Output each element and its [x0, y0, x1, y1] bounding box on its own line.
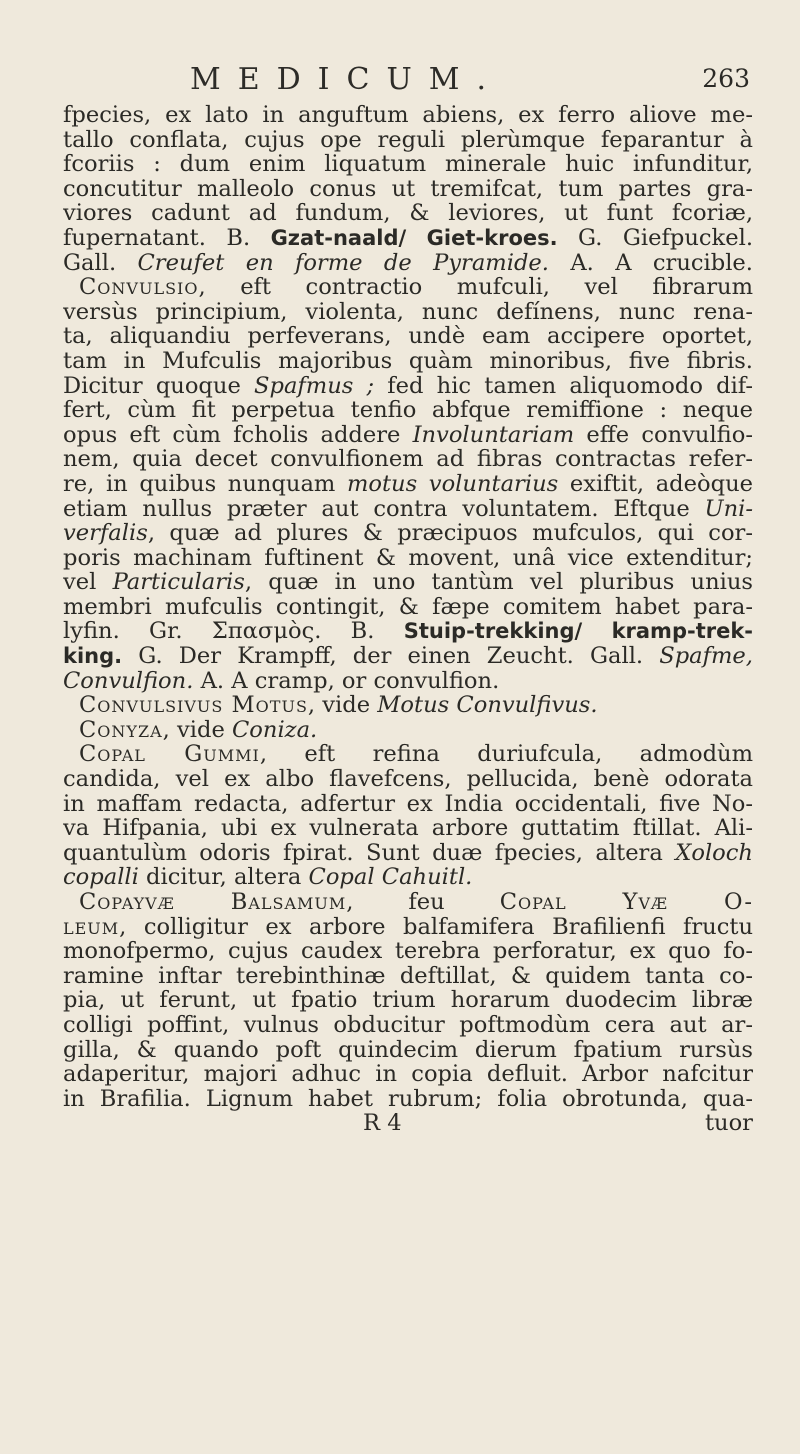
headword: Copayvæ Balsamum — [79, 890, 347, 915]
headword: Copal Gummi — [79, 742, 260, 768]
text-run: exiftit, adeòque — [558, 471, 753, 497]
text-run: nem, quia decet convulfionem ad fibras contractas refer- — [63, 447, 753, 472]
text-run: pia, ut ferunt, ut fpatio trium horarum duodecim libræ — [63, 988, 753, 1013]
text-line — [63, 570, 753, 595]
text-run: lyfin. Gr. Σπασμὸς. B. — [63, 619, 404, 645]
italic-run: Spafme, — [659, 644, 753, 669]
text-run: , vide — [162, 717, 233, 743]
text-line — [63, 300, 753, 325]
text-line — [63, 275, 753, 300]
text-line — [63, 890, 753, 915]
text-line — [63, 718, 753, 743]
text-run: candida, vel ex albo flavefcens, pellucida, benè odorata — [63, 767, 753, 792]
text-line — [63, 792, 753, 817]
text-line — [63, 398, 753, 423]
text-run: adaperitur, majori adhuc in copia defluit. Arbor nafcitur — [63, 1062, 753, 1087]
text-run: G. Der Krampff, der einen Zeucht. Gall. — [122, 644, 660, 669]
body-text — [63, 103, 753, 1136]
text-line — [63, 767, 753, 792]
italic-run: Coniza. — [232, 717, 318, 743]
text-line — [63, 988, 753, 1013]
text-run: quantulùm odoris fpirat. Sunt duæ fpecies, altera — [63, 840, 676, 866]
text-line — [63, 201, 753, 226]
text-line — [63, 521, 753, 546]
italic-run: Particularis — [112, 570, 245, 595]
text-line — [63, 152, 753, 177]
text-run: etiam nullus præter aut contra voluntatem. Eftque — [63, 496, 705, 522]
text-line — [63, 619, 753, 644]
text-run: vel — [63, 570, 113, 595]
text-run: viores cadunt ad fundum, & leviores, ut funt fcoriæ, — [63, 201, 753, 226]
text-run: ta, aliquandiu perfeverans, undè eam accipere oportet, — [63, 324, 753, 349]
blackletter-run: Gzat-naald/ Giet-kroes. — [270, 225, 558, 250]
text-line — [63, 939, 753, 964]
text-line — [63, 423, 753, 448]
text-line — [63, 103, 753, 128]
text-run: gilla, & quando poft quindecim dierum fpatium rursùs — [63, 1037, 753, 1063]
text-line — [63, 226, 753, 251]
blackletter-run: king. — [63, 644, 123, 669]
text-line — [63, 595, 753, 620]
text-line — [63, 1038, 753, 1063]
headword: Conyza — [79, 717, 163, 743]
text-run: A. A crucible. — [548, 250, 753, 276]
text-run: colligi poffint, vulnus obducitur poftmodùm cera aut ar- — [63, 1012, 753, 1038]
headword: Convulsivus Motus — [79, 693, 308, 718]
text-line — [63, 374, 753, 399]
italic-run: Motus Convulfivus. — [377, 693, 598, 718]
text-run: , colligitur ex arbore balfamifera Brafilienfi fructu — [119, 914, 753, 940]
text-run: , vide — [307, 693, 378, 718]
text-line — [63, 1013, 753, 1038]
text-run: dicitur, altera — [138, 865, 309, 890]
text-run: in maffam redacta, adfertur ex India occidentali, five No- — [63, 791, 753, 817]
text-run: concutitur malleolo conus ut tremifcat, tum partes gra- — [63, 176, 753, 202]
text-line — [63, 349, 753, 374]
italic-run: Copal Cahuitl. — [308, 865, 473, 890]
running-title: MEDICUM. — [190, 62, 504, 97]
italic-run: Convulfion. — [63, 668, 194, 694]
text-line — [63, 915, 753, 940]
text-line — [63, 841, 753, 866]
text-run: fcoriis : dum enim liquatum minerale huic infunditur, — [63, 152, 753, 177]
blackletter-run: Stuip-trekking/ kramp-trek- — [403, 619, 753, 644]
text-run: , feu — [346, 890, 500, 915]
text-run: versùs principium, violenta, nunc defínens, nunc rena- — [63, 299, 753, 325]
text-run: tallo conflata, cujus ope reguli plerùmque feparantur à — [63, 127, 753, 153]
headword: leum — [63, 914, 120, 940]
text-run: va Hifpania, ubi ex vulnerata arbore guttatim ftillat. Ali- — [63, 816, 753, 841]
text-run: fert, cùm fit perpetua tenfio abfque remiffione : neque — [63, 398, 753, 423]
page-number: 263 — [702, 64, 750, 93]
headword: Copal Yvæ O- — [499, 890, 753, 915]
text-line — [63, 1062, 753, 1087]
text-line — [63, 964, 753, 989]
headword: Convulsio — [79, 275, 199, 300]
text-run: re, in quibus nunquam — [63, 471, 347, 497]
text-run: fupernatant. B. — [63, 225, 271, 251]
text-run: G. Giefpuckel. — [557, 225, 753, 251]
text-run: fed hic tamen aliquomodo dif- — [374, 373, 753, 399]
text-line — [63, 546, 753, 571]
text-run: , eft refina duriufcula, admodùm — [259, 742, 753, 768]
text-run: poris machinam fuftinent & movent, unâ vice extenditur; — [63, 545, 753, 571]
text-run: , eft contractio mufculi, vel fibrarum — [198, 275, 753, 300]
text-run: effe convulfio- — [574, 422, 753, 448]
text-run: fpecies, ex lato in anguftum abiens, ex ferro aliove me- — [63, 103, 753, 128]
italic-run: Creufet en forme de Pyramide. — [137, 250, 549, 276]
italic-run: Spafmus ; — [254, 373, 375, 399]
italic-run: Xoloch — [675, 840, 753, 866]
text-run: Gall. — [63, 250, 138, 276]
text-run: , quæ in uno tantùm vel pluribus unius — [244, 570, 753, 595]
text-line — [63, 128, 753, 153]
text-line — [63, 251, 753, 276]
text-line — [63, 447, 753, 472]
text-run: ramine inftar terebinthinæ deftillat, & quidem tanta co- — [63, 963, 753, 989]
text-run: in Brafilia. Lignum habet rubrum; folia obrotunda, qua- — [63, 1086, 753, 1112]
italic-run: Involuntariam — [412, 422, 575, 448]
text-line — [63, 644, 753, 669]
text-line — [63, 816, 753, 841]
text-run: tam in Mufculis majoribus quàm minoribus, five fibris. — [63, 348, 753, 374]
page-footer — [63, 1111, 753, 1136]
text-line — [63, 324, 753, 349]
italic-run: copalli — [63, 865, 139, 890]
text-line — [63, 693, 753, 718]
text-line — [63, 669, 753, 694]
italic-run: Uni- — [704, 496, 753, 522]
text-run: membri mufculis contingit, & fæpe comitem habet para- — [63, 594, 753, 620]
text-run: Dicitur quoque — [63, 373, 254, 399]
italic-run: verfalis — [63, 521, 148, 546]
text-line — [63, 472, 753, 497]
text-line — [63, 865, 753, 890]
text-run: , quæ ad plures & præcipuos mufculos, qui cor- — [147, 521, 753, 546]
signature-mark: R 4 — [363, 1111, 402, 1136]
text-run: opus eft cùm fcholis addere — [63, 422, 413, 448]
text-line — [63, 742, 753, 767]
text-run: A. A cramp, or convulfion. — [193, 668, 500, 694]
catchword: tuor — [704, 1111, 753, 1136]
text-run: monofpermo, cujus caudex terebra perforatur, ex quo fo- — [63, 939, 753, 964]
text-line — [63, 1087, 753, 1112]
page-header — [60, 62, 750, 102]
text-line — [63, 177, 753, 202]
text-line — [63, 497, 753, 522]
italic-run: motus voluntarius — [346, 471, 559, 497]
